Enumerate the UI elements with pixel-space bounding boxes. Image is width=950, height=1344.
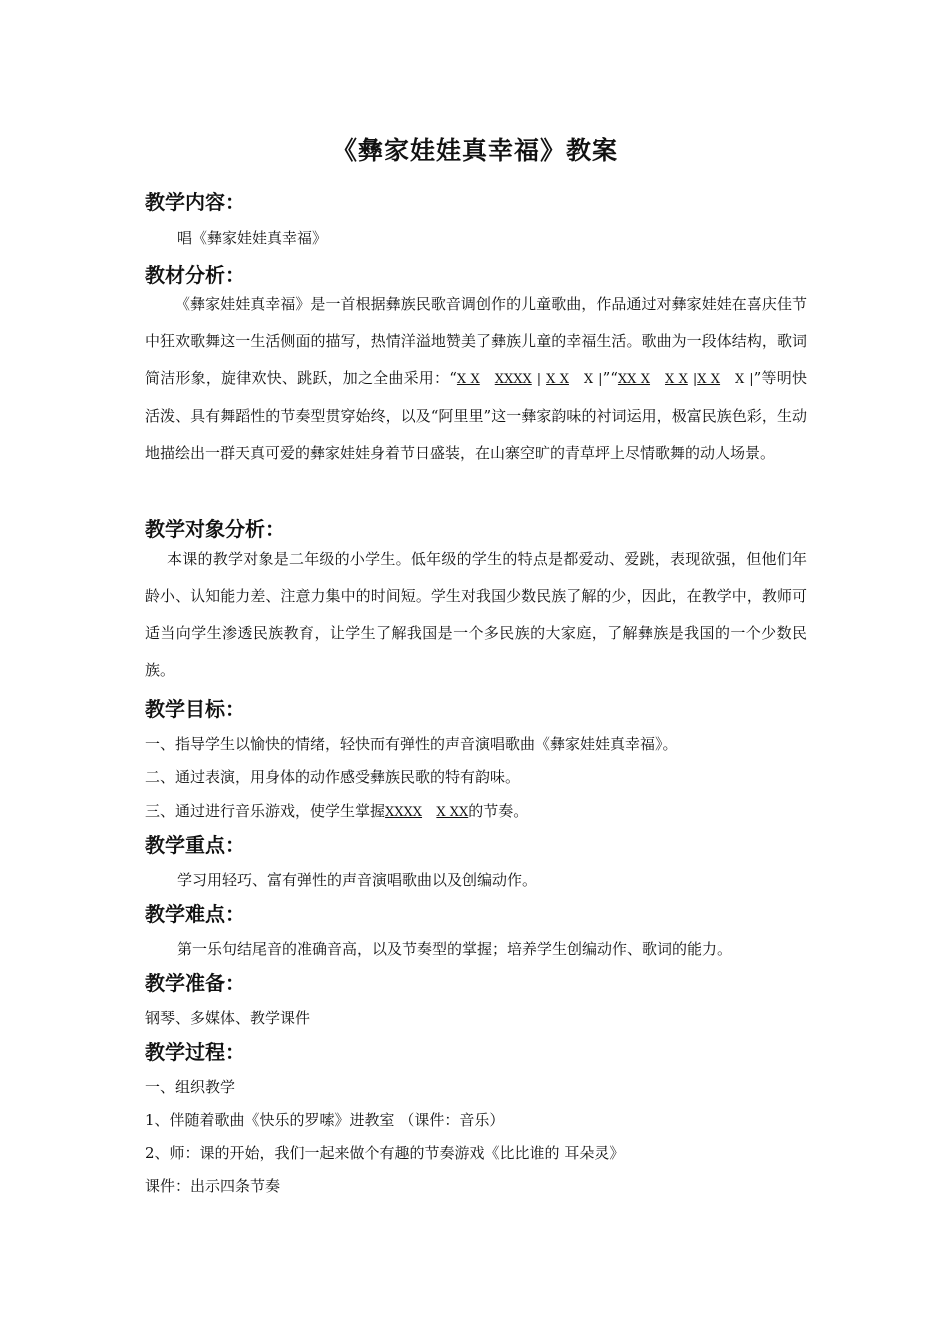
heading-difficulty: 教学难点：: [145, 902, 245, 926]
document-title: 《彝家娃娃真幸福》教案: [331, 136, 618, 165]
quote-join: ”“: [602, 369, 618, 387]
rhythm-8: X: [735, 372, 745, 387]
rhythm-7: X X: [697, 372, 721, 387]
process-line-3: 2、师：课的开始，我们一起来做个有趣的节奏游戏《比比谁的 耳朵灵》: [145, 1144, 625, 1162]
goal-3-rhythm-1: XXXX: [385, 805, 423, 820]
content-text: 唱《彝家娃娃真幸福》: [177, 229, 328, 247]
prep-text: 钢琴、多媒体、教学课件: [145, 1009, 311, 1027]
goal-3-rhythm-2: X XX: [436, 805, 469, 820]
rhythm-1: X X: [456, 372, 480, 387]
difficulty-text: 第一乐句结尾音的准确音高，以及节奏型的掌握；培养学生创编动作、歌词的能力。: [177, 940, 733, 958]
students-paragraph: 本课的教学对象是二年级的小学生。低年级的学生的特点是都爱动、爱跳，表现欲强，但他们年龄小、认知能力差、注意力集中的时间短。学生对我国少数民族了解的少，因此，在教学中，教师可适当向学生渗透民族教育，让学生了解我国是一个多民族的大家庭，了解彝族是我国的一个少数民族。: [145, 550, 807, 679]
analysis-paragraph: 《彝家娃娃真幸福》是一首根据彝族民歌音调创作的儿童歌曲，作品通过对彝家娃娃在喜庆佳节中狂欢歌舞这一生活侧面的描写，热情洋溢地赞美了彝族儿童的幸福生活。歌曲为一段体结构，歌词简洁形象，旋律欢快、跳跃，加之全曲采用：“X X XXXX | X X X |”“XX X X X |X X X |”等明快活泼、具有舞蹈性的节奏型贯穿始终，以及“阿里里”这一彝家韵味的衬词运用，极富民族色彩，生动地描绘出一群天真可爱的彝家娃娃身着节日盛装，在山寨空旷的青草坪上尽情歌舞的动人场景。: [145, 295, 807, 462]
rhythm-6: X X: [664, 372, 688, 387]
analysis-text-1: 《彝家娃娃真幸福》是一首根据彝族民歌音调创作的儿童歌曲，作品通过对彝家娃娃在喜庆佳节中狂欢歌舞这一生活侧面的描写，热情洋溢地赞美了彝族儿童的幸福生活。歌曲为一段体结构，歌词简洁形象，旋律欢快、跳跃，加之全曲采用：“: [145, 295, 807, 387]
heading-students: 教学对象分析：: [145, 517, 285, 541]
heading-goals: 教学目标：: [145, 697, 245, 721]
heading-process: 教学过程：: [145, 1040, 245, 1064]
process-line-4: 课件：出示四条节奏: [145, 1177, 281, 1195]
heading-content: 教学内容：: [145, 190, 245, 214]
goal-3-pre: 三、通过进行音乐游戏，使学生掌握: [145, 802, 386, 820]
heading-analysis: 教材分析：: [145, 263, 245, 287]
analysis-text-2: ”等明快活泼、具有舞蹈性的节奏型贯穿始终，以及“阿里里”这一彝家韵味的衬词运用，极富民族色彩，生动地描绘出一群天真可爱的彝家娃娃身着节日盛装，在山寨空旷的青草坪上尽情歌舞的动人场景。: [145, 369, 807, 462]
goal-3-post: 的节奏。: [468, 802, 529, 820]
process-line-2: 1、伴随着歌曲《快乐的罗嗦》进教室 （课件：音乐）: [145, 1111, 505, 1129]
key-text: 学习用轻巧、富有弹性的声音演唱歌曲以及创编动作。: [177, 871, 538, 889]
rhythm-2: XXXX: [494, 372, 532, 387]
process-line-1: 一、组织教学: [145, 1078, 236, 1096]
rhythm-5: XX X: [617, 372, 651, 387]
goal-1: 一、指导学生以愉快的情绪，轻快而有弹性的声音演唱歌曲《彝家娃娃真幸福》。: [145, 735, 678, 753]
rhythm-4: X: [583, 372, 594, 387]
heading-prep: 教学准备：: [145, 971, 245, 995]
rhythm-3: X X: [546, 372, 569, 387]
goal-2: 二、通过表演，用身体的动作感受彝族民歌的特有韵味。: [145, 768, 521, 786]
heading-key: 教学重点：: [145, 833, 245, 857]
goal-3: [145, 800, 528, 821]
